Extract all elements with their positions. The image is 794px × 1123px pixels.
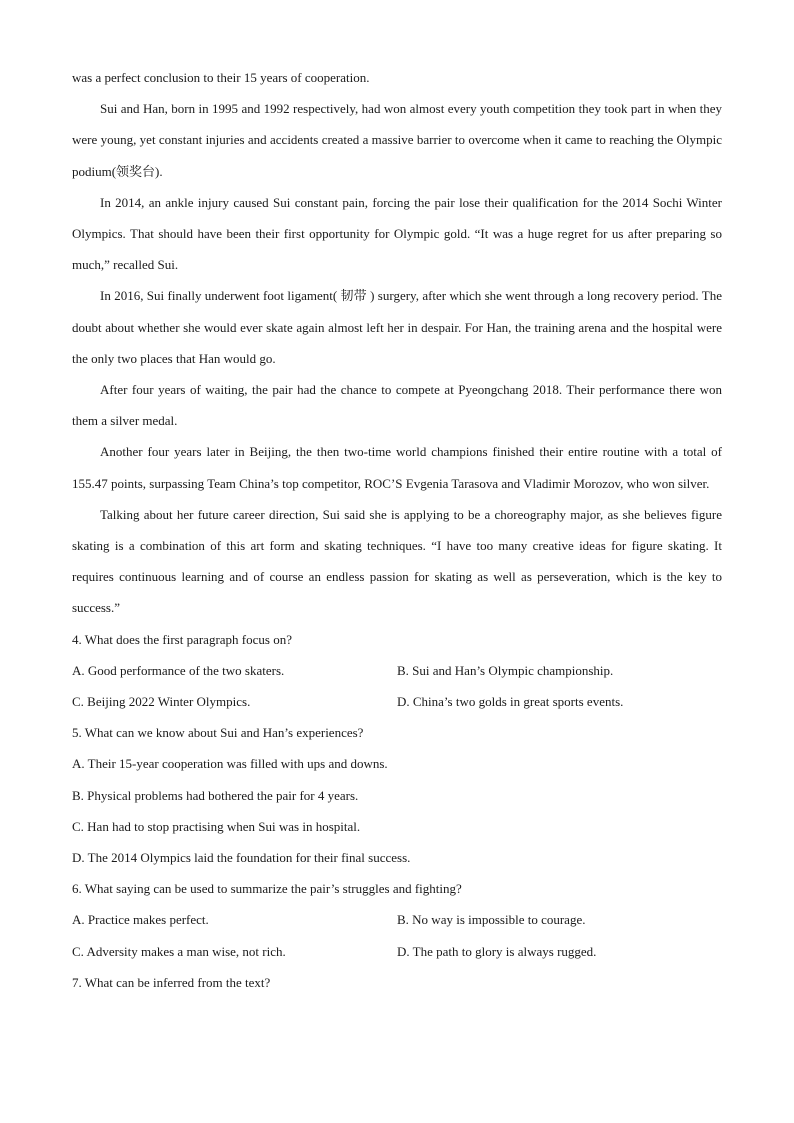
option-b: B. Physical problems had bothered the pair for 4 years. (72, 787, 359, 803)
option-b: B. Sui and Han’s Olympic championship. (397, 662, 614, 678)
question-stem: 4. What does the first paragraph focus on? (72, 631, 292, 647)
passage-paragraph-2: In 2014, an ankle injury caused Sui constant pain, forcing the pair lose their qualification for the 2014 Sochi Winter Olympics. That should have been their first opportunity for Olympic gold. “It was a huge regret for us after preparing so much,” recalled Sui. (72, 194, 722, 273)
option-list (72, 748, 722, 873)
question-stem: 5. What can we know about Sui and Han’s experiences? (72, 725, 364, 741)
option-b: B. No way is impossible to courage. (397, 912, 586, 928)
passage-paragraph-0: was a perfect conclusion to their 15 years of cooperation. (72, 70, 370, 85)
option-list (72, 655, 722, 717)
option-d: D. China’s two golds in great sports events. (397, 694, 624, 710)
passage-paragraph-4: After four years of waiting, the pair had the chance to compete at Pyeongchang 2018. Their performance there won them a silver medal. (72, 382, 722, 429)
option-d: D. The 2014 Olympics laid the foundation for their final success. (72, 850, 411, 866)
passage-paragraph-6: Talking about her future career direction, Sui said she is applying to be a choreography major, as she believes figure skating is a combination of this art form and skating techniques. “I have too many creative ideas for figure skating. It requires continuous learning and of course an endless passion for skating as well as perseveration, which is the key to success.” (72, 506, 722, 616)
option-c: C. Beijing 2022 Winter Olympics. (72, 694, 251, 710)
option-a: A. Practice makes perfect. (72, 912, 209, 928)
option-a: A. Their 15-year cooperation was filled with ups and downs. (72, 756, 388, 772)
question-4 (72, 624, 722, 718)
question-7 (72, 967, 722, 998)
passage-paragraph-5: Another four years later in Beijing, the then two-time world champions finished their entire routine with a total of 155.47 points, surpassing Team China’s top competitor, ROC’S Evgenia Tarasova and Vladimir Morozov, who won silver. (72, 444, 722, 491)
option-list (72, 904, 722, 966)
question-stem: 7. What can be inferred from the text? (72, 974, 271, 990)
option-a: A. Good performance of the two skaters. (72, 662, 285, 678)
question-6 (72, 873, 722, 967)
option-c: C. Adversity makes a man wise, not rich. (72, 943, 286, 959)
question-stem: 6. What saying can be used to summarize the pair’s struggles and fighting? (72, 881, 462, 897)
option-c: C. Han had to stop practising when Sui was in hospital. (72, 818, 361, 834)
document-page (72, 62, 722, 998)
question-5 (72, 717, 722, 873)
passage-paragraph-1: Sui and Han, born in 1995 and 1992 respectively, had won almost every youth competition they took part in when they were young, yet constant injuries and accidents created a massive barrier to overcome when it came to reaching the Olympic podium(领奖台). (72, 101, 722, 179)
option-d: D. The path to glory is always rugged. (397, 943, 597, 959)
passage-paragraph-3: In 2016, Sui finally underwent foot ligament( 韧带 ) surgery, after which she went through a long recovery period. The doubt about whether she would ever skate again almost left her in despair. For Han, the training arena and the hospital were the only two places that Han would go. (72, 288, 722, 366)
